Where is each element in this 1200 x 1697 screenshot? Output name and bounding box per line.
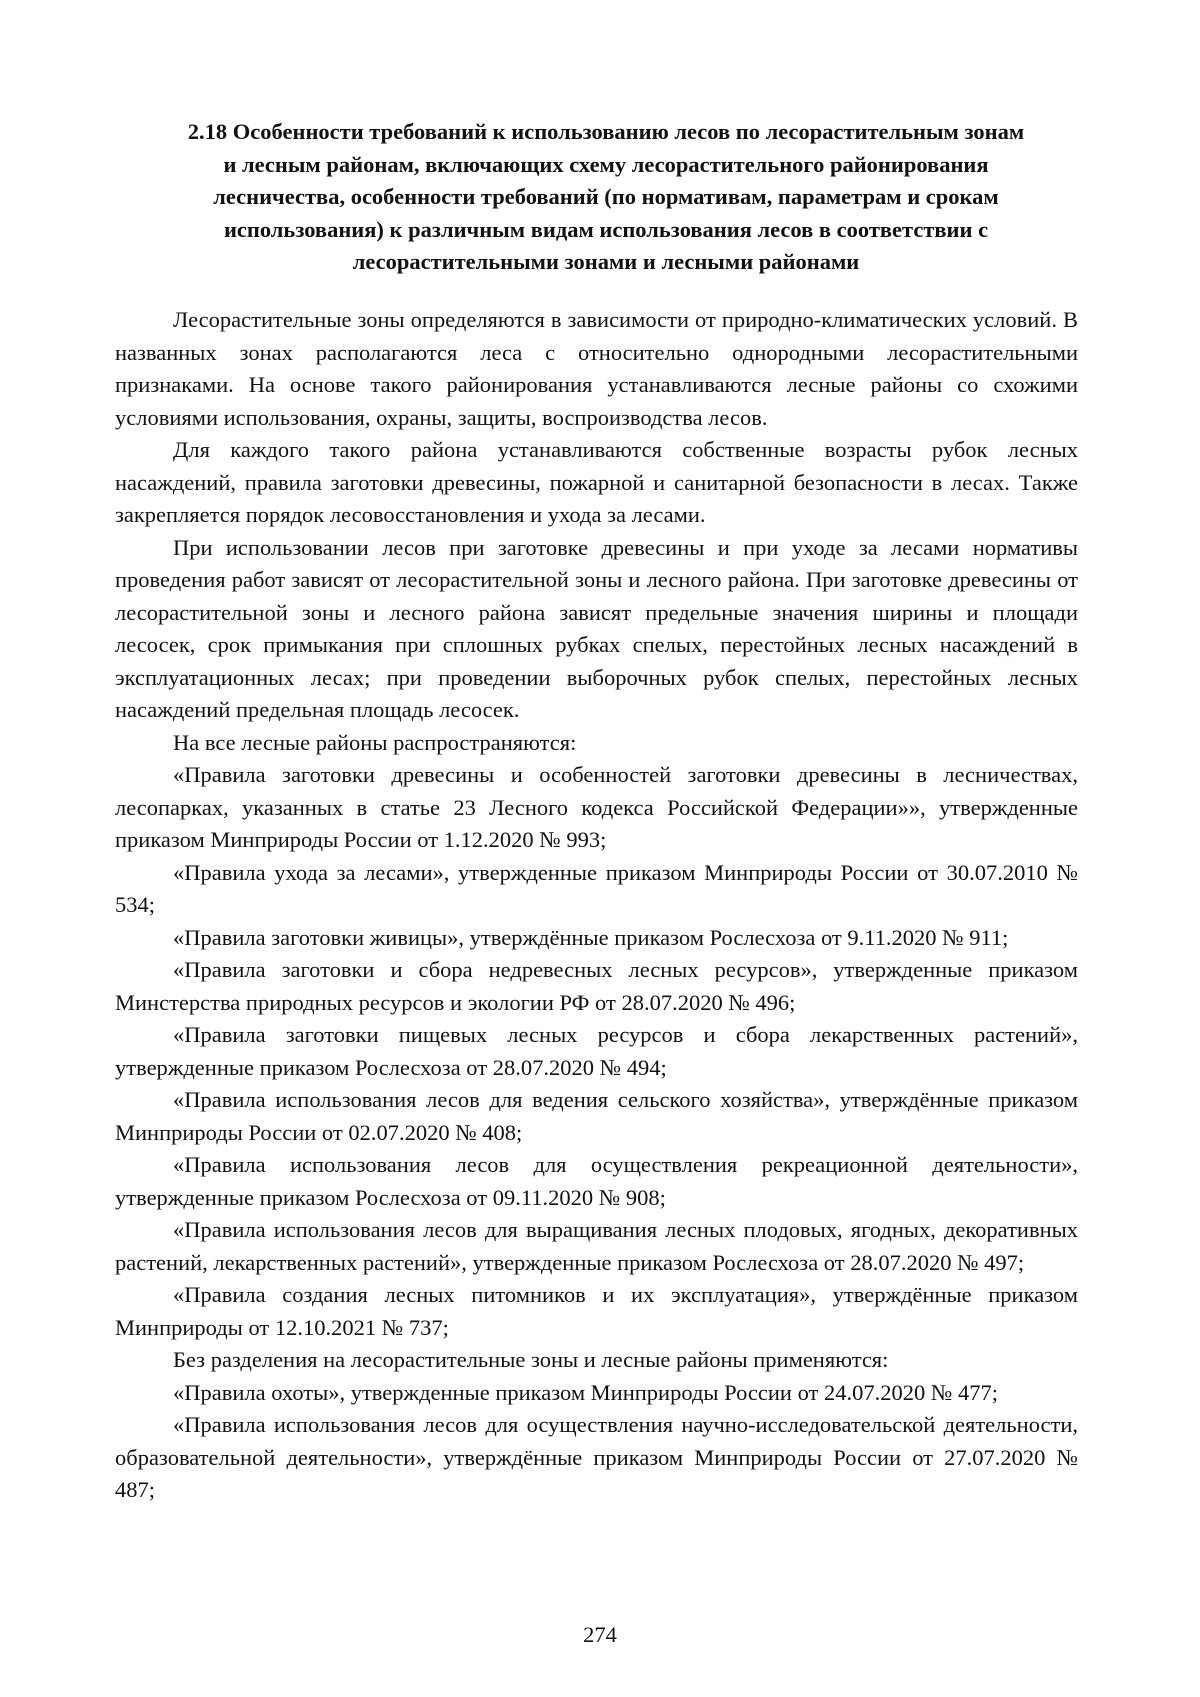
page-number: 274 — [583, 1622, 617, 1647]
list-item: «Правила ухода за лесами», утвержденные приказом Минприроды России от 30.07.2010 № 534; — [115, 859, 1078, 917]
list-item: «Правила использования лесов для выращивания лесных плодовых, ягодных, декоративных растений, лекарственных растений», утвержденные приказом Рослесхоза от 28.07.2020 № 497; — [115, 1217, 1078, 1275]
list-item: «Правила заготовки и сбора недревесных лесных ресурсов», утвержденные приказом Минстерства природных ресурсов и экологии РФ от 28.07.2020 № 496; — [115, 957, 1078, 1015]
list-item: «Правила заготовки пищевых лесных ресурсов и сбора лекарственных растений», утвержденные приказом Рослесхоза от 28.07.2020 № 494; — [115, 1022, 1078, 1080]
list-item: «Правила использования лесов для осуществления научно-исследовательской деятельности, образовательной деятельности», утверждённые приказом Минприроды России от 27.07.2020 № 487; — [115, 1412, 1078, 1502]
list-item: «Правила создания лесных питомников и их эксплуатация», утверждённые приказом Минприроды от 12.10.2021 № 737; — [115, 1282, 1078, 1340]
heading-line: 2.18 Особенности требований к использованию лесов по лесорастительным зонам — [187, 119, 1025, 144]
list-item: «Правила охоты», утвержденные приказом Минприроды России от 24.07.2020 № 477; — [173, 1379, 998, 1405]
paragraph: Без разделения на лесорастительные зоны и лесные районы применяются: — [173, 1347, 889, 1372]
paragraph: При использовании лесов при заготовке древесины и при уходе за лесами нормативы проведения работ зависят от лесорастительной зоны и лесного района. При заготовке древесины от лесорастительной зоны и лесного района зависят предельные значения ширины и площади лесосек, срок примыкания при сплошных рубках спелых, перестойных лесных насаждений в эксплуатационных лесах; при проведении выборочных рубок спелых, перестойных лесных насаждений предельная площадь лесосек. — [115, 534, 1078, 722]
list-item: «Правила использования лесов для ведения сельского хозяйства», утверждённые приказом Минприроды России от 02.07.2020 № 408; — [115, 1087, 1078, 1145]
list-item: «Правила использования лесов для осуществления рекреационной деятельности», утвержденные приказом Рослесхоза от 09.11.2020 № 908; — [115, 1152, 1078, 1210]
paragraph: Лесорастительные зоны определяются в зависимости от природно-климатических условий. В названных зонах располагаются леса с относительно однородными лесорастительными признаками. На основе такого районирования устанавливаются лесные районы со схожими условиями использования, охраны, защиты, воспроизводства лесов. — [115, 307, 1078, 430]
heading-line: использования) к различным видам использования лесов в соответствии с — [223, 216, 989, 242]
heading-line: и лесным районам, включающих схему лесорастительного районирования — [223, 151, 989, 177]
list-item: «Правила заготовки древесины и особенностей заготовки древесины в лесничествах, лесопарках, указанных в статье 23 Лесного кодекса Российской Федерации»», утвержденные приказом Минприроды России от 1.12.2020 № 993; — [115, 762, 1078, 852]
section-heading — [150, 116, 1062, 279]
heading-line: лесничества, особенности требований (по нормативам, параметрам и срокам — [213, 184, 999, 209]
paragraph: На все лесные районы распространяются: — [173, 729, 577, 755]
body-text — [115, 304, 1078, 1507]
heading-line: лесорастительными зонами и лесными районами — [352, 249, 860, 274]
list-item: «Правила заготовки живицы», утверждённые приказом Рослесхоза от 9.11.2020 № 911; — [173, 924, 1009, 950]
paragraph: Для каждого такого района устанавливаются собственные возрасты рубок лесных насаждений, правила заготовки древесины, пожарной и санитарной безопасности в лесах. Также закрепляется порядок лесовосстановления и ухода за лесами. — [115, 437, 1078, 527]
